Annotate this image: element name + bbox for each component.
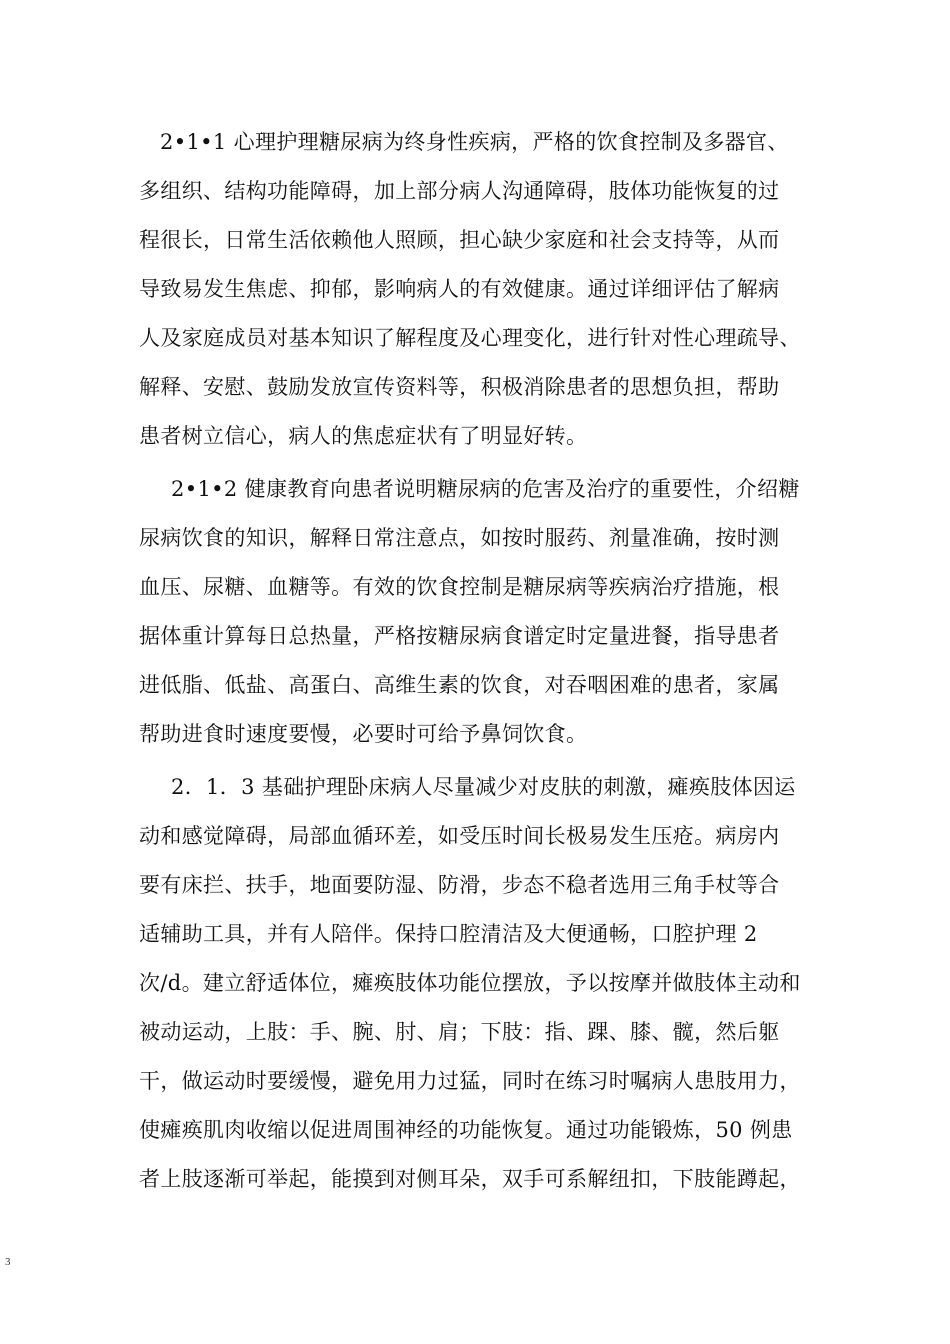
text-line: 据体重计算每日总热量，严格按糖尿病食谱定时定量进餐，指导患者 (139, 624, 780, 648)
page-number: 3 (5, 1256, 11, 1268)
text-line: 解释、安慰、鼓励发放宣传资料等，积极消除患者的思想负担，帮助 (139, 375, 780, 399)
text-line: 使瘫痪肌肉收缩以促进周围神经的功能恢复。通过功能锻炼，50 例患 (139, 1118, 793, 1142)
text-line: 帮助进食时速度要慢，必要时可给予鼻饲饮食。 (139, 722, 588, 746)
text-line: 动和感觉障碍，局部血循环差，如受压时间长极易发生压疮。病房内 (139, 824, 780, 848)
text-line: 多组织、结构功能障碍，加上部分病人沟通障碍，肢体功能恢复的过 (139, 179, 780, 203)
text-line: 程很长，日常生活依赖他人照顾，担心缺少家庭和社会支持等，从而 (139, 228, 780, 252)
text-line: 适辅助工具，并有人陪伴。保持口腔清洁及大便通畅，口腔护理 2 (139, 922, 758, 946)
text-line: 2•1•1 心理护理糖尿病为终身性疾病，严格的饮食控制及多器官、 (160, 130, 789, 154)
text-line: 进低脂、低盐、高蛋白、高维生素的饮食，对吞咽困难的患者，家属 (139, 673, 780, 697)
text-line: 被动运动，上肢：手、腕、肘、肩；下肢：指、踝、膝、髋，然后躯 (139, 1020, 780, 1044)
text-line: 2•1•2 健康教育向患者说明糖尿病的危害及治疗的重要性，介绍糖 (171, 477, 800, 501)
text-line: 2．1．3 基础护理卧床病人尽量减少对皮肤的刺激，瘫痪肢体因运 (171, 775, 796, 799)
text-line: 导致易发生焦虑、抑郁，影响病人的有效健康。通过详细评估了解病 (139, 277, 780, 301)
text-line: 人及家庭成员对基本知识了解程度及心理变化，进行针对性心理疏导、 (139, 326, 801, 350)
text-line: 次/d。建立舒适体位，瘫痪肢体功能位摆放，予以按摩并做肢体主动和 (139, 971, 801, 995)
text-line: 干，做运动时要缓慢，避免用力过猛，同时在练习时嘱病人患肢用力， (139, 1069, 801, 1093)
text-line: 要有床拦、扶手，地面要防湿、防滑，步态不稳者选用三角手杖等合 (139, 873, 780, 897)
text-line: 患者树立信心，病人的焦虑症状有了明显好转。 (139, 424, 588, 448)
text-line: 尿病饮食的知识，解释日常注意点，如按时服药、剂量准确，按时测 (139, 526, 780, 550)
text-line: 者上肢逐渐可举起，能摸到对侧耳朵，双手可系解纽扣，下肢能蹲起， (139, 1167, 801, 1191)
text-line: 血压、尿糖、血糖等。有效的饮食控制是糖尿病等疾病治疗措施，根 (139, 575, 780, 599)
